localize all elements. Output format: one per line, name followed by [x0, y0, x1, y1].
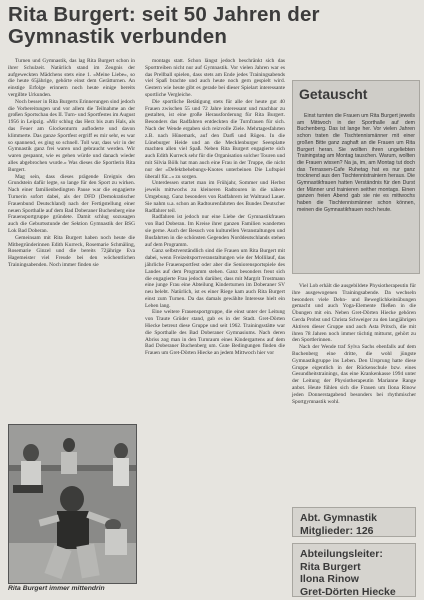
sidebar-body	[297, 113, 415, 214]
sidebar-title: Getauscht	[299, 86, 368, 102]
paragraph: Ganz selbstverständlich sind die Frauen um Rita Burgert mit dabei, wenn Freizeitsportveranstaltungen wie der Mollilauf, das jährliche Frauensportfest oder aber die Seniorensportspiele des Landes auf dem Programm stehen. Ganz besonders freut sich die engagierte Frau jedoch darüber, dass mit Margrit Trostmann eine junge Frau eine Abteilung Kinderturnen im Doberaner SV neu belebt. Natürlich, ist es einer Riege kam auch Rita Burgert einst zum Turnen. Da das damals gewählte Interesse hielt ein Leben lang.	[145, 248, 285, 309]
paragraph: montags statt. Schon längst jedoch beschränkt sich das Sporttreiben nicht nur auf Gymnastik. Vor vielen Jahren war es das Prellball spielen, dass stets am Ende jedes Trainingsabends viel Spaß brachte und auch heute noch gern gespielt wird. Gestern wie heute gibt es gerade bei dieser Spielart interessante sportliche Vergleiche.	[145, 58, 285, 98]
photo-caption: Rita Burgert immer mittendrin	[8, 585, 105, 592]
paragraph: Einst turnten die Frauen um Rita Burgert jeweils am Mittwoch in der Sporthalle auf dem Buchenberg. Das ist lange her. Vor vielen Jahren schon traten die Tischtennismänner mit einer großen Bitte ganz zaghaft an die Frauen um Rita Burgert heran. Sie wollten ihren ungeliebten Trainingstag am Montag tauschen. Warum, wollten die Frauen wissen? Na ja, im, am Montag tut doch das Terrassen-Cafe Ruhetag hat es nur ganz trocknend aus den Tischtennistrainiern heraus. Die Gymnastikfrauen hatten Verständnis für den Durst der Männer und trainieren seither montags. Einen ganzen freien Abend gab sie nie es mittwochs haben die Tischtennismänner schon können, meinen die Gymnastikfrauen noch heute.	[297, 113, 415, 213]
sidebar-box-getauscht	[292, 80, 420, 274]
paragraph: Radfahren ist jedoch nur eine Liebe der Gymnastikfrauen von Bad Doberan. Im Kreise ihrer ganzen Familien wanderten sie gerne. Auch der Besuch von kulturellen Veranstaltungen und Busfahrten in die schönsten Gegenden Norddeutschlands stehen auf dem Programm.	[145, 214, 285, 248]
headline-line-1: Rita Burgert: seit 50 Jahren der	[8, 3, 320, 26]
paragraph: Noch besser in Rita Burgerts Erinnerungen sind jedoch die Vorbereitungen und vor allem die Teilnahme an der großen Sportschau des II. Turn- und Sportfestes im August 1956 in Leipzig. »Mir schlug das Herz bis zum Hals, als das Feuer am Glockenturm aufloderte und davon klimmerte. Das ganze Sportfest ergriff es mir sehr, es war so spannend, es ging so schnell. Toll war, dass wir in der Gymnastik ganz frei waren und gebraucht werden. Wir waren gespannt, wie es gehen würde und danach wieder alles abgebrochen wurde.« Was dieses die Sportlerin Rita Burgert.	[8, 98, 135, 173]
article-column-1	[8, 58, 135, 269]
paragraph: Unterdessen startet man im Frühjahr, Sommer und Herbst jeweils mittwochs zu kleineren Radtouren in die nähere Umgebung. Ganz besonders von Radfahrern ist Waltraud Lauer. Sie nahm u.a. schon an Radtourenfahrten des Bundes Deutscher Radfahrer teil.	[145, 180, 285, 214]
paragraph: Die sportliche Betätigung stets für alle der heute gut 40 Frauen zwischen 55 und 72 Jahre interessant und machbar zu gestalten, ist eine große Herausforderung für Rita Burgert. Besonders das Radfahren entdeckten die Turnfrauen für sich. Nach der Wende ergaben sich reizvolle Ziele. Mehrtagesfahrten z.B. nach Hünemark, auf den Darß und Rügen. In die Lüneburger Heide und an die Mecklenburger Seenplatte machten allen viel Spaß. Neben Rita Burgert engagierte sich auch Edith Kurreck sehr für die Organisation solcher Touren und mit Silvia Bölk hat man auch eine Frau in der Truppe, die nicht nur der »Defektbehebungs-Knotes unterbeinen Die Luftspiel überall für...« zu sorgen.	[145, 98, 285, 180]
infobox-leader-name: Rita Burgert	[300, 560, 361, 573]
infobox-leader-name: Gret-Dörten Hiecke	[300, 585, 396, 598]
paragraph: Turnen und Gymnastik, das lag Rita Burgert schon in ihrer Schulzeit. Natürlich stand im Zeugnis der aufgeweckten Mädchens stets eine 1. »Meine Liebe«, so die heute 65jährige, gehörte einst dem Gerätturnen. An einstige Erfolge erinnern noch heute einige bereits vergilbte Urkunden.	[8, 58, 135, 98]
infobox-department: Abt. Gymnastik	[300, 512, 378, 524]
article-column-3	[292, 283, 416, 405]
infobox-leaders-label: Abteilungsleiter:	[300, 548, 383, 560]
article-column-2	[145, 58, 285, 357]
infobox-leaders	[292, 543, 416, 597]
infobox-member-count: Mitglieder: 126	[300, 524, 374, 537]
paragraph: Nach der Wende traf Sylva Sachs ebenfalls auf dem Buchenberg eine dritte, die wohl jüngste Gymnastikgruppe ins Leben. Den Ursprung hatte diese Gruppe eigentlich in der Rückenschule bzw. eines Gesundheitstrainings, das eine Krankenkasse 1994 unter der Leitung der Physiotherapeutin Marianne Range anbot. Heute fühlen sich die Frauen um Ilona Rinow jeden Donnerstagabend besonders bei rhythmischer Sportgymnastik wohl.	[292, 344, 416, 405]
headline-line-2: Gymnastik verbunden	[8, 25, 228, 48]
infobox-members	[292, 507, 416, 537]
paragraph: Viel Lob erhält die ausgebildete Physiotherapeutin für ihre ausgewogenen Trainingsabende. Da wechseln besonders viele Dehn- und Beweglichkeitsübungen gemacht und auch Yoga-Elemente fließen in die Übungen mit ein. Neben Gret-Dörten Hiecke gehören Gerda Probst und Christa Schweiger zu den langjährigen Aktiven dieser Gruppe und auch Asta Pritsch, die mit ihren 78 Jahren noch immer tüchtig mitturnt, gehört zu den Sportlerinnen.	[292, 283, 416, 344]
article-photo	[8, 424, 137, 584]
paragraph: Eine weitere Frauensportgruppe, die einst unter der Leitung von Traute Grüder stand, gab es in der Stadt. Gret-Dörten Hiecke betreut diese Gruppe und seit 1962. Trainingsstätte war die Sporthalle des Bad Doberaner Gymnasiums. Nach deren Abriss zog man in den Turnraum eines Kindergartens auf dem Bad Doberaner Buchenberg um. Gute Bedingungen finden die Frauen um Gret-Dörten Hiecke an jedem Mittwoch hier vor	[145, 309, 285, 357]
gymnastics-photo-image	[9, 425, 136, 583]
paragraph: Mag sein, dass dieses prägende Ereignis den Grundstein dafür legte, so lange für den Sport zu wirken. Nach einer familienbedingten Pause war die engagierte Turnerin sofort dabei, als der DFD (Demokratischer Frauenbund Deutschland) nach der Fertigstellung einer neuen Sporthalle auf dem Bad Doberaner Buchenberg eine Frauensportgruppe gründete. Damit schlug sozusagen auch die Geburtsstunde der Sektion Gymnastik der BSG Lok Bad Doberan.	[8, 173, 135, 234]
headline	[8, 4, 418, 48]
infobox-leader-name: Ilona Rinow	[300, 573, 359, 585]
paragraph: Gemeinsam mit Rita Burgert haben noch heute die Mitbegründerinnen Edith Kurreck, Rosemarie Schmäling, Rosemarie Ginzel und die bereits 72jährige Eva Hagemeister viel Freude bei den wöchentlichen Trainingsabenden. Noch immer finden sie	[8, 234, 135, 268]
